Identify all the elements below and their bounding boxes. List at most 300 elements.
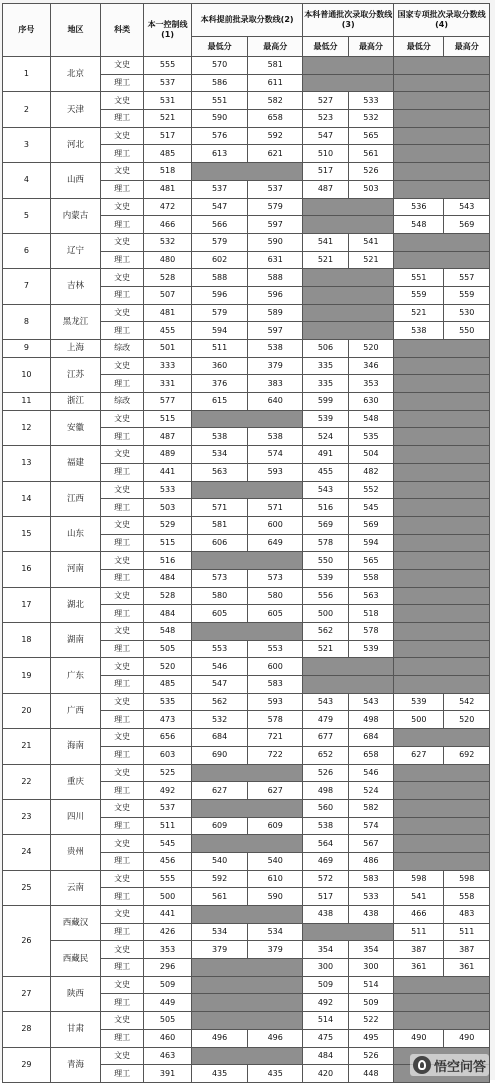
- early-min-cell: 511: [191, 340, 247, 358]
- regular-empty-cell: [303, 198, 394, 216]
- table-row: [3, 799, 490, 817]
- control-line-cell: 507: [144, 286, 192, 304]
- category-cell: 理工: [101, 888, 144, 906]
- header-early-max: 最高分: [248, 37, 303, 57]
- category-cell: 文史: [101, 623, 144, 641]
- early-min-cell: 586: [191, 74, 247, 92]
- regular-min-cell: 564: [303, 835, 348, 853]
- early-max-cell: 580: [248, 587, 303, 605]
- early-max-cell: 496: [248, 1029, 303, 1047]
- early-max-cell: 596: [248, 286, 303, 304]
- early-min-cell: 684: [191, 729, 247, 747]
- table-row: [3, 729, 490, 747]
- early-min-cell: 547: [191, 198, 247, 216]
- control-line-cell: 484: [144, 569, 192, 587]
- control-line-cell: 466: [144, 216, 192, 234]
- control-line-cell: 441: [144, 463, 192, 481]
- region-cell: 西藏汉: [50, 906, 100, 941]
- table-row: [3, 393, 490, 411]
- special-max-cell: 559: [444, 286, 490, 304]
- early-min-cell: 588: [191, 269, 247, 287]
- region-cell: 甘肃: [50, 1012, 100, 1047]
- category-cell: 文史: [101, 516, 144, 534]
- early-empty-cell: [191, 163, 302, 181]
- regular-max-cell: 539: [348, 640, 393, 658]
- special-min-cell: 466: [394, 906, 444, 924]
- regular-min-cell: 500: [303, 605, 348, 623]
- category-cell: 理工: [101, 216, 144, 234]
- header-early-min: 最低分: [191, 37, 247, 57]
- early-max-cell: 609: [248, 817, 303, 835]
- early-empty-cell: [191, 410, 302, 428]
- control-line-cell: 555: [144, 57, 192, 75]
- header-special-batch: 国家专项批次录取分数线(4): [394, 4, 490, 37]
- regular-min-cell: 560: [303, 799, 348, 817]
- category-cell: 文史: [101, 357, 144, 375]
- early-max-cell: 597: [248, 322, 303, 340]
- regular-max-cell: 565: [348, 127, 393, 145]
- watermark: [410, 1054, 489, 1076]
- regular-min-cell: 420: [303, 1065, 348, 1083]
- regular-min-cell: 469: [303, 852, 348, 870]
- early-min-cell: 602: [191, 251, 247, 269]
- category-cell: 文史: [101, 729, 144, 747]
- regular-max-cell: 658: [348, 746, 393, 764]
- regular-min-cell: 538: [303, 817, 348, 835]
- regular-max-cell: 548: [348, 410, 393, 428]
- early-max-cell: 590: [248, 233, 303, 251]
- table-row: [3, 127, 490, 145]
- control-line-cell: 515: [144, 410, 192, 428]
- control-line-cell: 455: [144, 322, 192, 340]
- regular-max-cell: 583: [348, 870, 393, 888]
- early-min-cell: 534: [191, 923, 247, 941]
- regular-empty-cell: [303, 74, 394, 92]
- special-max-cell: 483: [444, 906, 490, 924]
- region-cell: 辽宁: [50, 233, 100, 268]
- special-empty-cell: [394, 976, 490, 994]
- special-empty-cell: [394, 428, 490, 446]
- special-min-cell: 539: [394, 693, 444, 711]
- control-line-cell: 529: [144, 516, 192, 534]
- region-cell: 北京: [50, 57, 100, 92]
- special-empty-cell: [394, 163, 490, 181]
- region-cell: 湖南: [50, 623, 100, 658]
- regular-min-cell: 562: [303, 623, 348, 641]
- regular-max-cell: 533: [348, 888, 393, 906]
- early-empty-cell: [191, 906, 302, 924]
- special-empty-cell: [394, 569, 490, 587]
- regular-max-cell: 594: [348, 534, 393, 552]
- early-min-cell: 609: [191, 817, 247, 835]
- category-cell: 理工: [101, 852, 144, 870]
- special-empty-cell: [394, 1012, 490, 1030]
- regular-max-cell: 532: [348, 110, 393, 128]
- row-number: 6: [3, 233, 51, 268]
- special-min-cell: 559: [394, 286, 444, 304]
- regular-min-cell: 569: [303, 516, 348, 534]
- category-cell: 理工: [101, 923, 144, 941]
- regular-min-cell: 539: [303, 569, 348, 587]
- table-row: [3, 304, 490, 322]
- regular-max-cell: 582: [348, 799, 393, 817]
- special-max-cell: 530: [444, 304, 490, 322]
- row-number: 13: [3, 446, 51, 481]
- category-cell: 文史: [101, 233, 144, 251]
- special-empty-cell: [394, 587, 490, 605]
- early-min-cell: 537: [191, 180, 247, 198]
- early-max-cell: 631: [248, 251, 303, 269]
- table-row: [3, 57, 490, 75]
- row-number: 10: [3, 357, 51, 392]
- regular-max-cell: 558: [348, 569, 393, 587]
- regular-max-cell: 526: [348, 163, 393, 181]
- category-cell: 文史: [101, 906, 144, 924]
- early-empty-cell: [191, 994, 302, 1012]
- control-line-cell: 426: [144, 923, 192, 941]
- special-empty-cell: [394, 552, 490, 570]
- special-empty-cell: [394, 233, 490, 251]
- regular-max-cell: 526: [348, 1047, 393, 1065]
- table-row: [3, 269, 490, 287]
- regular-max-cell: 578: [348, 623, 393, 641]
- table-row: [3, 357, 490, 375]
- region-cell: 江苏: [50, 357, 100, 392]
- regular-min-cell: 498: [303, 782, 348, 800]
- table-row: [3, 198, 490, 216]
- control-line-cell: 460: [144, 1029, 192, 1047]
- regular-empty-cell: [303, 57, 394, 75]
- early-max-cell: 589: [248, 304, 303, 322]
- regular-min-cell: 354: [303, 941, 348, 959]
- category-cell: 文史: [101, 941, 144, 959]
- table-row: [3, 1012, 490, 1030]
- regular-max-cell: 574: [348, 817, 393, 835]
- table-row: [3, 410, 490, 428]
- region-cell: 福建: [50, 446, 100, 481]
- special-empty-cell: [394, 375, 490, 393]
- category-cell: 理工: [101, 110, 144, 128]
- special-max-cell: 543: [444, 198, 490, 216]
- category-cell: 文史: [101, 446, 144, 464]
- region-cell: 山西: [50, 163, 100, 198]
- control-line-cell: 500: [144, 888, 192, 906]
- region-cell: 天津: [50, 92, 100, 127]
- row-number: 17: [3, 587, 51, 622]
- header-regular-min: 最低分: [303, 37, 348, 57]
- control-line-cell: 545: [144, 835, 192, 853]
- category-cell: 文史: [101, 92, 144, 110]
- regular-max-cell: 486: [348, 852, 393, 870]
- early-min-cell: 435: [191, 1065, 247, 1083]
- regular-min-cell: 455: [303, 463, 348, 481]
- row-number: 21: [3, 729, 51, 764]
- regular-max-cell: 498: [348, 711, 393, 729]
- category-cell: 文史: [101, 976, 144, 994]
- regular-min-cell: 523: [303, 110, 348, 128]
- category-cell: 文史: [101, 198, 144, 216]
- regular-max-cell: 438: [348, 906, 393, 924]
- regular-min-cell: 491: [303, 446, 348, 464]
- early-max-cell: 593: [248, 463, 303, 481]
- regular-max-cell: 495: [348, 1029, 393, 1047]
- control-line-cell: 456: [144, 852, 192, 870]
- control-line-cell: 517: [144, 127, 192, 145]
- control-line-cell: 449: [144, 994, 192, 1012]
- early-empty-cell: [191, 1047, 302, 1065]
- row-number: 26: [3, 906, 51, 977]
- early-min-cell: 576: [191, 127, 247, 145]
- control-line-cell: 537: [144, 74, 192, 92]
- early-min-cell: 547: [191, 676, 247, 694]
- control-line-cell: 505: [144, 640, 192, 658]
- regular-min-cell: 550: [303, 552, 348, 570]
- early-min-cell: 615: [191, 393, 247, 411]
- regular-max-cell: 630: [348, 393, 393, 411]
- control-line-cell: 463: [144, 1047, 192, 1065]
- early-max-cell: 574: [248, 446, 303, 464]
- special-min-cell: 511: [394, 923, 444, 941]
- early-min-cell: 376: [191, 375, 247, 393]
- special-empty-cell: [394, 92, 490, 110]
- early-min-cell: 566: [191, 216, 247, 234]
- control-line-cell: 489: [144, 446, 192, 464]
- table-body: [3, 57, 490, 1083]
- control-line-cell: 528: [144, 269, 192, 287]
- special-max-cell: 558: [444, 888, 490, 906]
- regular-min-cell: 526: [303, 764, 348, 782]
- early-min-cell: 592: [191, 870, 247, 888]
- early-min-cell: 379: [191, 941, 247, 959]
- early-max-cell: 379: [248, 941, 303, 959]
- early-max-cell: 590: [248, 888, 303, 906]
- special-min-cell: 500: [394, 711, 444, 729]
- special-min-cell: 598: [394, 870, 444, 888]
- regular-min-cell: 652: [303, 746, 348, 764]
- category-cell: 文史: [101, 693, 144, 711]
- category-cell: 理工: [101, 676, 144, 694]
- early-max-cell: 383: [248, 375, 303, 393]
- category-cell: 理工: [101, 959, 144, 977]
- early-max-cell: 582: [248, 92, 303, 110]
- regular-empty-cell: [303, 286, 394, 304]
- special-max-cell: 550: [444, 322, 490, 340]
- regular-min-cell: 527: [303, 92, 348, 110]
- header-regular-max: 最高分: [348, 37, 393, 57]
- special-max-cell: 598: [444, 870, 490, 888]
- special-empty-cell: [394, 127, 490, 145]
- regular-max-cell: 504: [348, 446, 393, 464]
- special-empty-cell: [394, 605, 490, 623]
- category-cell: 文史: [101, 1047, 144, 1065]
- row-number: 1: [3, 57, 51, 92]
- early-max-cell: 592: [248, 127, 303, 145]
- row-number: 25: [3, 870, 51, 905]
- special-max-cell: 511: [444, 923, 490, 941]
- row-number: 14: [3, 481, 51, 516]
- control-line-cell: 518: [144, 163, 192, 181]
- category-cell: 文史: [101, 481, 144, 499]
- regular-max-cell: 545: [348, 499, 393, 517]
- early-max-cell: 435: [248, 1065, 303, 1083]
- special-max-cell: 542: [444, 693, 490, 711]
- regular-max-cell: 565: [348, 552, 393, 570]
- category-cell: 文史: [101, 870, 144, 888]
- category-cell: 理工: [101, 605, 144, 623]
- regular-empty-cell: [303, 658, 394, 676]
- early-max-cell: 649: [248, 534, 303, 552]
- regular-min-cell: 543: [303, 481, 348, 499]
- control-line-cell: 537: [144, 799, 192, 817]
- category-cell: 理工: [101, 180, 144, 198]
- early-max-cell: 583: [248, 676, 303, 694]
- regular-min-cell: 509: [303, 976, 348, 994]
- regular-min-cell: 599: [303, 393, 348, 411]
- regular-max-cell: 520: [348, 340, 393, 358]
- row-number: 22: [3, 764, 51, 799]
- early-min-cell: 596: [191, 286, 247, 304]
- control-line-cell: 485: [144, 145, 192, 163]
- special-min-cell: 490: [394, 1029, 444, 1047]
- special-empty-cell: [394, 251, 490, 269]
- category-cell: 理工: [101, 534, 144, 552]
- special-empty-cell: [394, 764, 490, 782]
- region-cell: 云南: [50, 870, 100, 905]
- early-max-cell: 593: [248, 693, 303, 711]
- early-min-cell: 538: [191, 428, 247, 446]
- row-number: 18: [3, 623, 51, 658]
- category-cell: 文史: [101, 269, 144, 287]
- special-empty-cell: [394, 640, 490, 658]
- special-min-cell: 536: [394, 198, 444, 216]
- regular-min-cell: 517: [303, 163, 348, 181]
- row-number: 16: [3, 552, 51, 587]
- category-cell: 文史: [101, 552, 144, 570]
- regular-empty-cell: [303, 269, 394, 287]
- special-max-cell: 361: [444, 959, 490, 977]
- table-row: [3, 764, 490, 782]
- early-min-cell: 546: [191, 658, 247, 676]
- regular-min-cell: 517: [303, 888, 348, 906]
- regular-max-cell: 503: [348, 180, 393, 198]
- region-cell: 吉林: [50, 269, 100, 304]
- special-max-cell: 557: [444, 269, 490, 287]
- regular-max-cell: 509: [348, 994, 393, 1012]
- table-row: [3, 976, 490, 994]
- special-min-cell: 521: [394, 304, 444, 322]
- row-number: 20: [3, 693, 51, 728]
- row-number: 27: [3, 976, 51, 1011]
- row-number: 4: [3, 163, 51, 198]
- early-min-cell: 605: [191, 605, 247, 623]
- category-cell: 理工: [101, 746, 144, 764]
- control-line-cell: 473: [144, 711, 192, 729]
- control-line-cell: 503: [144, 499, 192, 517]
- special-min-cell: 551: [394, 269, 444, 287]
- early-max-cell: 578: [248, 711, 303, 729]
- special-max-cell: 520: [444, 711, 490, 729]
- control-line-cell: 656: [144, 729, 192, 747]
- category-cell: 理工: [101, 994, 144, 1012]
- regular-min-cell: 335: [303, 375, 348, 393]
- special-max-cell: 490: [444, 1029, 490, 1047]
- category-cell: 理工: [101, 817, 144, 835]
- early-min-cell: 571: [191, 499, 247, 517]
- table-row: [3, 340, 490, 358]
- region-cell: 青海: [50, 1047, 100, 1082]
- early-max-cell: 611: [248, 74, 303, 92]
- category-cell: 理工: [101, 251, 144, 269]
- regular-max-cell: 354: [348, 941, 393, 959]
- regular-empty-cell: [303, 322, 394, 340]
- special-min-cell: 627: [394, 746, 444, 764]
- regular-max-cell: 524: [348, 782, 393, 800]
- regular-max-cell: 552: [348, 481, 393, 499]
- regular-min-cell: 541: [303, 233, 348, 251]
- control-line-cell: 484: [144, 605, 192, 623]
- table-row: [3, 906, 490, 924]
- early-empty-cell: [191, 799, 302, 817]
- regular-min-cell: 514: [303, 1012, 348, 1030]
- category-cell: 文史: [101, 304, 144, 322]
- regular-min-cell: 556: [303, 587, 348, 605]
- early-empty-cell: [191, 481, 302, 499]
- special-empty-cell: [394, 499, 490, 517]
- category-cell: 文史: [101, 410, 144, 428]
- early-min-cell: 563: [191, 463, 247, 481]
- row-number: 29: [3, 1047, 51, 1082]
- regular-min-cell: 487: [303, 180, 348, 198]
- category-cell: 理工: [101, 1065, 144, 1083]
- special-empty-cell: [394, 516, 490, 534]
- regular-min-cell: 492: [303, 994, 348, 1012]
- early-max-cell: 600: [248, 658, 303, 676]
- early-min-cell: 627: [191, 782, 247, 800]
- early-max-cell: 581: [248, 57, 303, 75]
- regular-max-cell: 300: [348, 959, 393, 977]
- special-empty-cell: [394, 835, 490, 853]
- region-cell: 四川: [50, 799, 100, 834]
- region-cell: 海南: [50, 729, 100, 764]
- control-line-cell: 603: [144, 746, 192, 764]
- regular-min-cell: 479: [303, 711, 348, 729]
- regular-max-cell: 514: [348, 976, 393, 994]
- region-cell: 西藏民: [50, 941, 100, 976]
- special-empty-cell: [394, 782, 490, 800]
- regular-min-cell: 438: [303, 906, 348, 924]
- regular-min-cell: 543: [303, 693, 348, 711]
- control-line-cell: 525: [144, 764, 192, 782]
- control-line-cell: 555: [144, 870, 192, 888]
- table-row: [3, 552, 490, 570]
- control-line-cell: 548: [144, 623, 192, 641]
- special-max-cell: 692: [444, 746, 490, 764]
- early-max-cell: 579: [248, 198, 303, 216]
- regular-max-cell: 482: [348, 463, 393, 481]
- table-row: [3, 835, 490, 853]
- control-line-cell: 505: [144, 1012, 192, 1030]
- special-max-cell: 569: [444, 216, 490, 234]
- regular-max-cell: 448: [348, 1065, 393, 1083]
- early-max-cell: 627: [248, 782, 303, 800]
- control-line-cell: 516: [144, 552, 192, 570]
- early-min-cell: 561: [191, 888, 247, 906]
- special-empty-cell: [394, 74, 490, 92]
- category-cell: 文史: [101, 835, 144, 853]
- row-number: 9: [3, 340, 51, 358]
- row-number: 3: [3, 127, 51, 162]
- early-empty-cell: [191, 835, 302, 853]
